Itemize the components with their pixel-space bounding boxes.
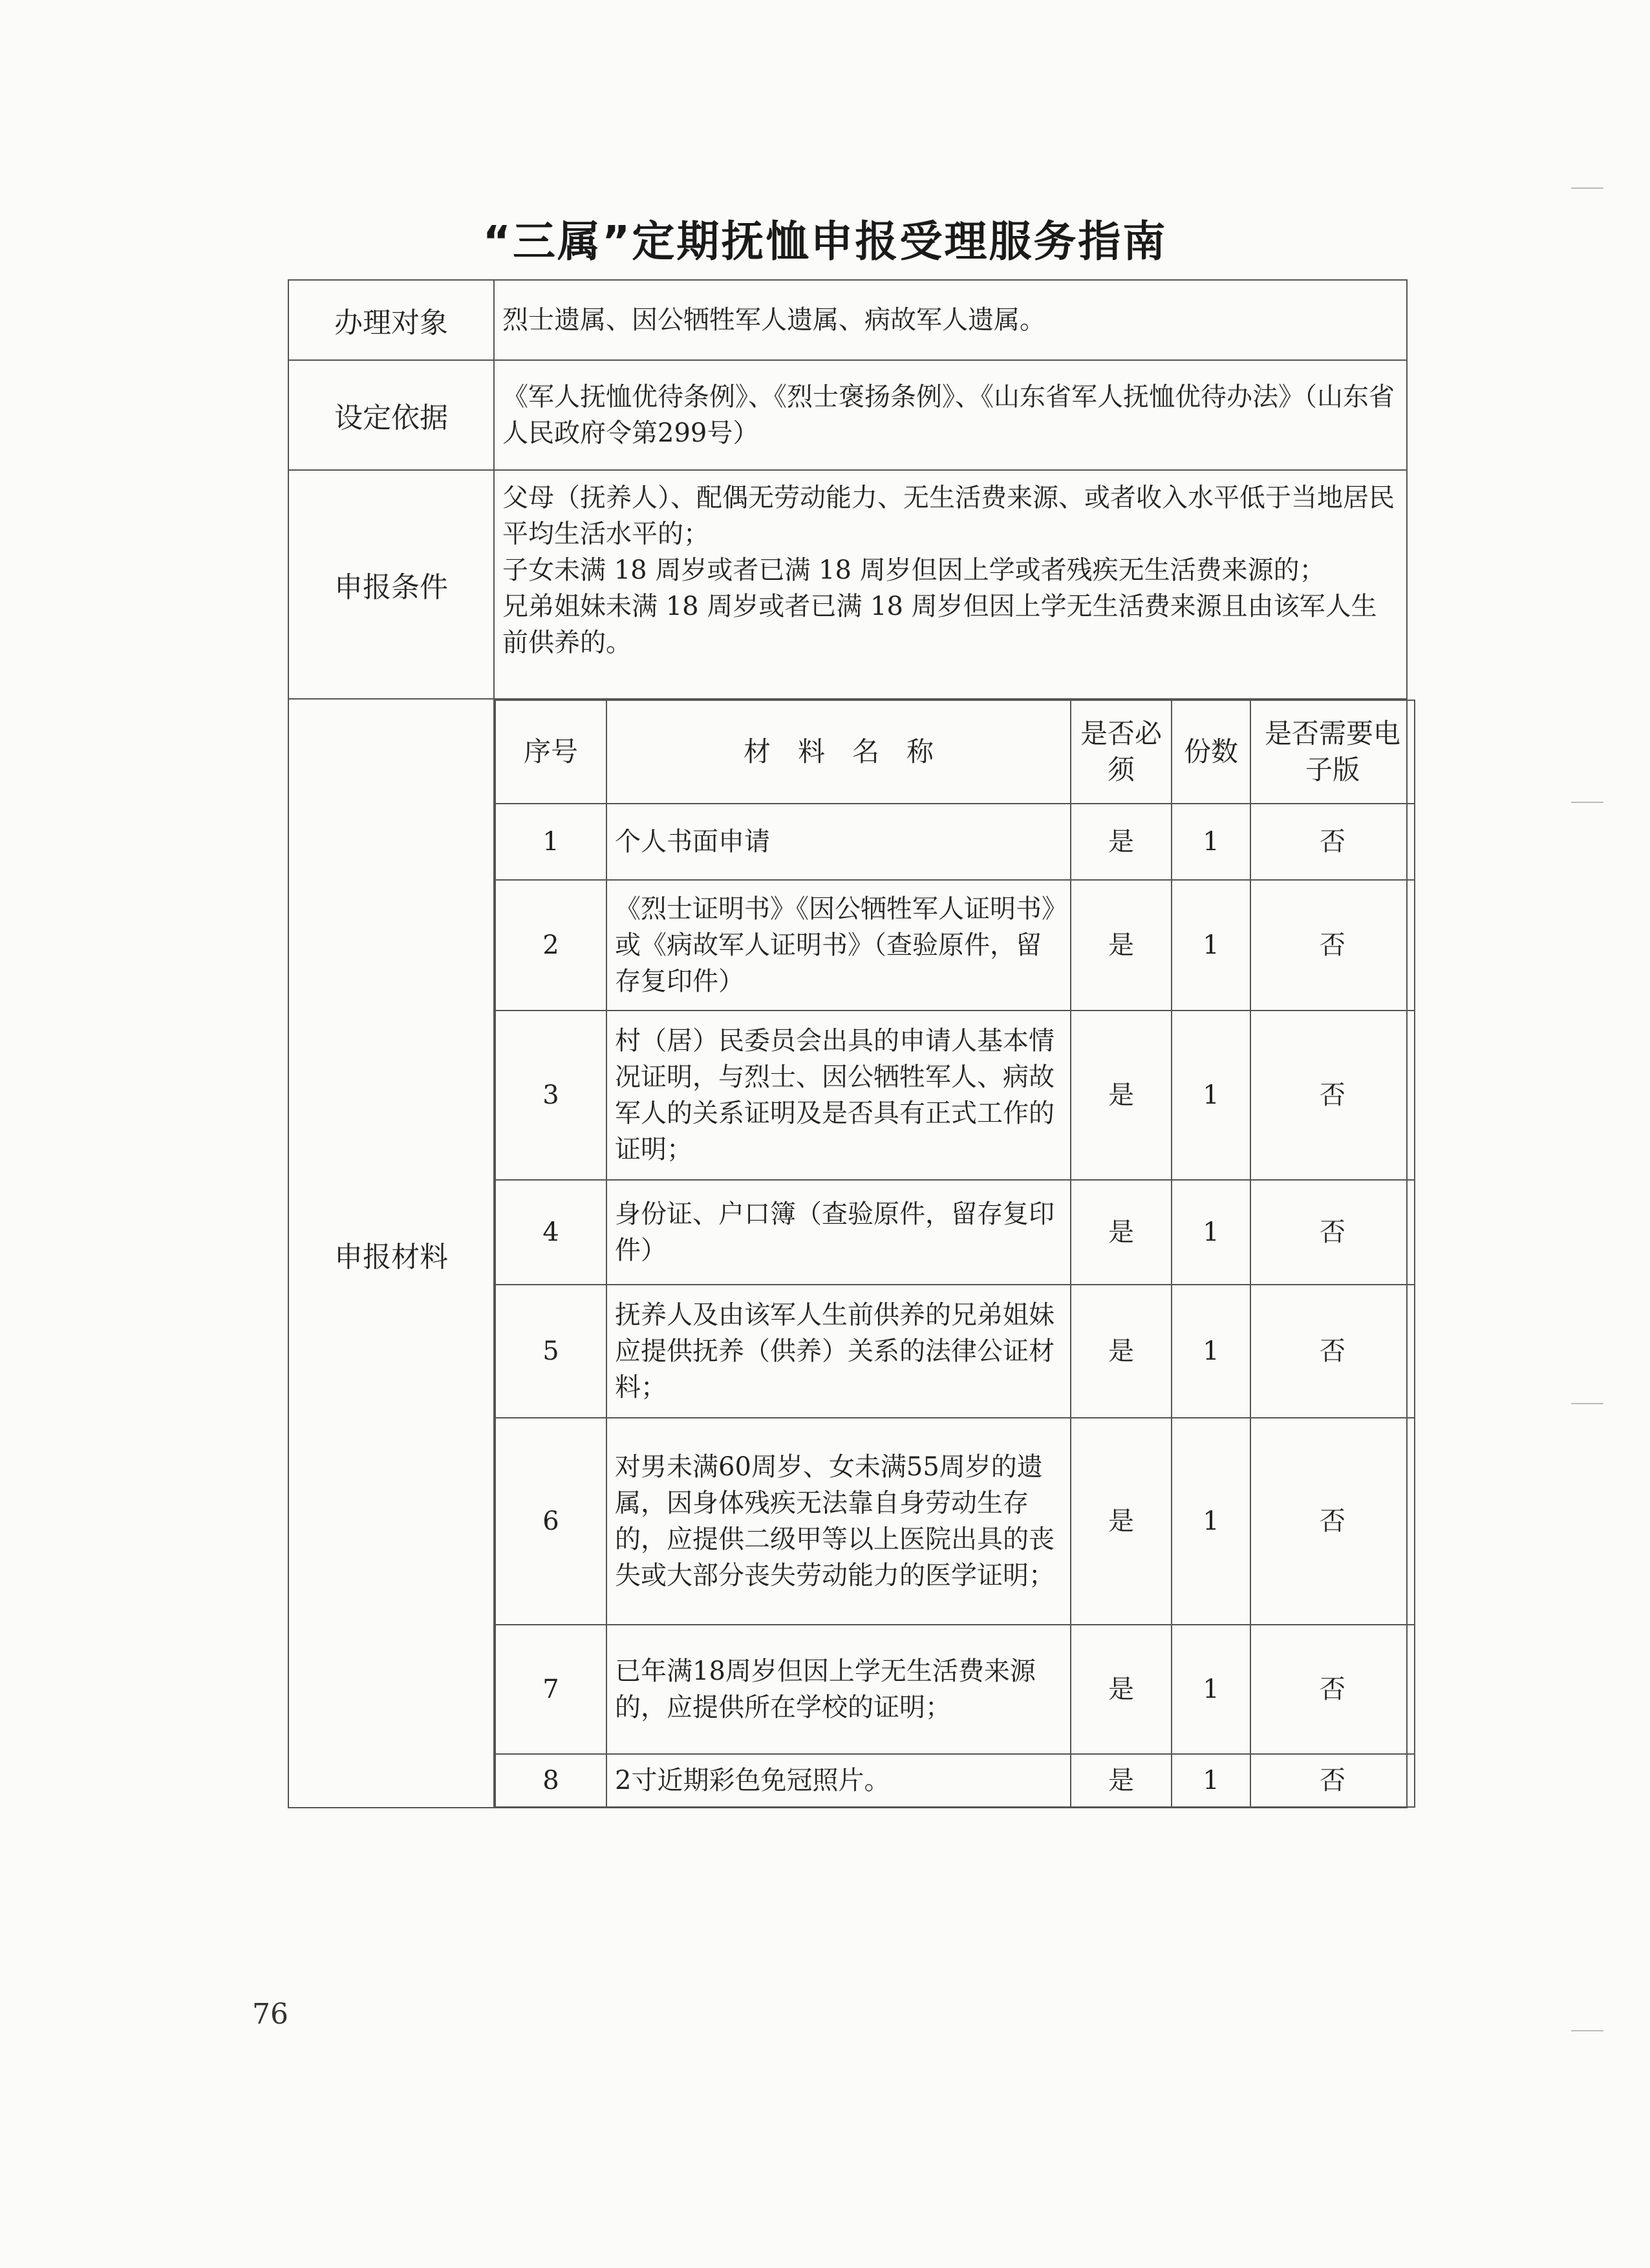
cell-copies: 1 [1172,1180,1250,1285]
condition-line: 子女未满 18 周岁或者已满 18 周岁但因上学或者残疾无生活费来源的； [502,555,1325,585]
cell-copies: 1 [1172,1418,1250,1625]
cell-electronic: 否 [1250,1418,1415,1625]
header-copies: 份数 [1172,700,1250,804]
table-row [495,880,1415,1011]
scan-mark [1571,2030,1603,2031]
cell-name: 2寸近期彩色免冠照片。 [606,1754,1071,1807]
cell-required: 是 [1071,804,1172,880]
cell-name: 《烈士证明书》《因公牺牲军人证明书》或《病故军人证明书》（查验原件，留存复印件） [606,880,1071,1011]
cell-required: 是 [1071,1418,1172,1625]
table-row [495,1418,1415,1625]
cell-electronic: 否 [1250,880,1415,1011]
cell-name: 抚养人及由该军人生前供养的兄弟姐妹应提供抚养（供养）关系的法律公证材料； [606,1285,1071,1418]
table-row [495,1011,1415,1180]
condition-line: 父母（抚养人）、配偶无劳动能力、无生活费来源、或者收入水平低于当地居民平均生活水平的； [502,483,1395,549]
cell-no: 1 [495,804,606,880]
row-materials [289,700,1406,1808]
value-conditions [502,471,1395,698]
header-electronic: 是否需要电子版 [1250,700,1415,804]
label-object: 办理对象 [289,281,495,359]
scan-mark [1571,1403,1603,1404]
header-name: 材 料 名 称 [606,700,1071,804]
cell-no: 3 [495,1011,606,1180]
cell-copies: 1 [1172,880,1250,1011]
condition-line: 兄弟姐妹未满 18 周岁或者已满 18 周岁但因上学无生活费来源且由该军人生前供养的。 [502,592,1377,658]
row-basis [289,361,1406,471]
materials-header-row [495,700,1415,804]
cell-no: 7 [495,1625,606,1754]
header-required: 是否必须 [1071,700,1172,804]
cell-electronic: 否 [1250,1285,1415,1418]
cell-name: 村（居）民委员会出具的申请人基本情况证明，与烈士、因公牺牲军人、病故军人的关系证明及是否具有正式工作的证明； [606,1011,1071,1180]
cell-required: 是 [1071,1285,1172,1418]
cell-copies: 1 [1172,1011,1250,1180]
header-no: 序号 [495,700,606,804]
document-title: “三属”定期抚恤申报受理服务指南 [482,217,1168,266]
guide-table [288,279,1408,1808]
row-object [289,281,1406,361]
cell-electronic: 否 [1250,1011,1415,1180]
cell-required: 是 [1071,1011,1172,1180]
cell-copies: 1 [1172,1754,1250,1807]
cell-required: 是 [1071,1180,1172,1285]
cell-no: 8 [495,1754,606,1807]
materials-table [495,700,1415,1808]
cell-required: 是 [1071,880,1172,1011]
scan-mark [1571,187,1603,189]
label-basis: 设定依据 [289,361,495,469]
table-row [495,1625,1415,1754]
cell-copies: 1 [1172,1285,1250,1418]
value-object: 烈士遗属、因公牺牲军人遗属、病故军人遗属。 [502,305,1045,335]
cell-name: 身份证、户口簿（查验原件，留存复印件） [606,1180,1071,1285]
row-conditions [289,471,1406,700]
cell-no: 4 [495,1180,606,1285]
cell-no: 6 [495,1418,606,1625]
cell-electronic: 否 [1250,804,1415,880]
label-conditions: 申报条件 [289,471,495,698]
cell-name: 对男未满60周岁、女未满55周岁的遗属，因身体残疾无法靠自身劳动生存的，应提供二级甲等以上医院出具的丧失或大部分丧失劳动能力的医学证明； [606,1418,1071,1625]
cell-required: 是 [1071,1625,1172,1754]
table-row [495,1754,1415,1807]
cell-copies: 1 [1172,804,1250,880]
scan-mark [1571,802,1603,803]
cell-electronic: 否 [1250,1625,1415,1754]
cell-name: 已年满18周岁但因上学无生活费来源的，应提供所在学校的证明； [606,1625,1071,1754]
page-number: 76 [252,1998,288,2031]
label-materials: 申报材料 [289,700,495,1808]
cell-electronic: 否 [1250,1754,1415,1807]
cell-copies: 1 [1172,1625,1250,1754]
cell-name: 个人书面申请 [606,804,1071,880]
table-row [495,1285,1415,1418]
value-basis: 《军人抚恤优待条例》、《烈士褒扬条例》、《山东省军人抚恤优待办法》（山东省人民政府令第299号） [502,382,1395,448]
cell-electronic: 否 [1250,1180,1415,1285]
table-row [495,1180,1415,1285]
cell-no: 5 [495,1285,606,1418]
cell-required: 是 [1071,1754,1172,1807]
table-row [495,804,1415,880]
cell-no: 2 [495,880,606,1011]
